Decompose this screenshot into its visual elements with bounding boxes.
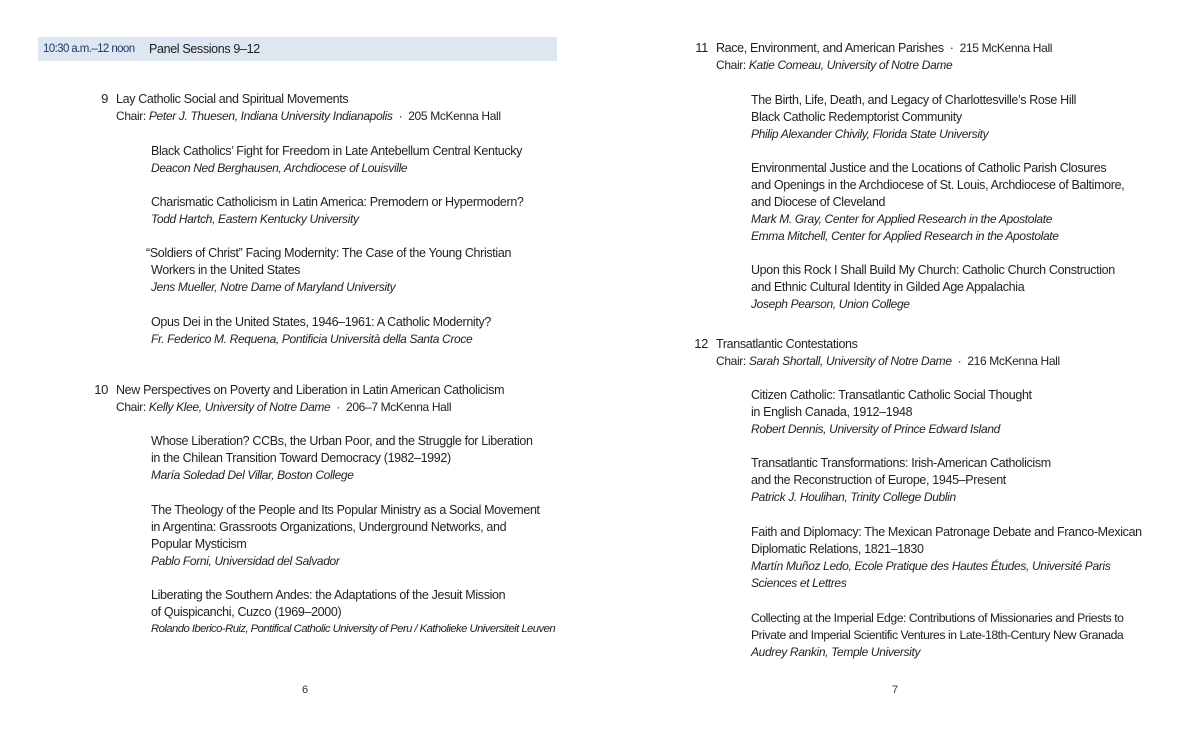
paper-title-cont: in the Chilean Transition Toward Democracy (1982–1992): [151, 451, 451, 465]
paper-title-cont: Popular Mysticism: [151, 537, 247, 551]
chair-label: Chair:: [116, 109, 146, 123]
chair-name: Sarah Shortall, University of Notre Dame: [748, 354, 952, 368]
session-time: 10:30 a.m.–12 noon: [43, 43, 135, 55]
paper-author: Deacon Ned Berghausen, Archdiocese of Louisville: [151, 161, 408, 175]
session-title: Lay Catholic Social and Spiritual Movements: [116, 92, 349, 106]
paper-title: “Soldiers of Christ” Facing Modernity: The Case of the Young Christian: [146, 246, 512, 260]
paper-title-cont: in English Canada, 1912–1948: [751, 405, 913, 419]
paper: [751, 92, 1076, 143]
chair-label: Chair:: [116, 400, 146, 414]
session-9: [101, 91, 501, 125]
room: 205 McKenna Hall: [408, 109, 501, 123]
session-block-label: Panel Sessions 9–12: [149, 42, 260, 56]
chair-name: Katie Comeau, University of Notre Dame: [748, 58, 953, 72]
session-number: 11: [695, 40, 708, 55]
paper-author: Patrick J. Houlihan, Trinity College Dublin: [751, 490, 956, 504]
paper: [751, 387, 1032, 438]
paper-author: Audrey Rankin, Temple University: [751, 645, 921, 659]
session-10: [94, 382, 505, 416]
paper-author: Emma Mitchell, Center for Applied Research in the Apostolate: [751, 229, 1059, 243]
paper-title-cont: and Diocese of Cleveland: [751, 195, 886, 209]
page-number: 7: [892, 684, 898, 696]
paper-title-cont: Workers in the United States: [151, 263, 301, 277]
session-chair: Chair: Sarah Shortall, University of Notre Dame · 216 McKenna Hall: [716, 354, 1060, 368]
paper: [751, 262, 1115, 313]
paper-author: Philip Alexander Chivily, Florida State University: [751, 127, 989, 141]
paper: [151, 587, 555, 638]
room: 215 McKenna Hall: [959, 41, 1053, 55]
page-number: 6: [302, 684, 308, 696]
paper-author: Rolando Iberico-Ruiz, Pontifical Catholic University of Peru / Katholieke Universiteit Leuven: [151, 623, 556, 635]
time-bar: [38, 37, 557, 61]
paper-title: Citizen Catholic: Transatlantic Catholic Social Thought: [751, 388, 1032, 402]
session-title: New Perspectives on Poverty and Liberation in Latin American Catholicism: [116, 383, 505, 397]
paper-title: Transatlantic Transformations: Irish-American Catholicism: [751, 456, 1051, 470]
session-number: 9: [101, 91, 108, 106]
chair-label: Chair:: [716, 354, 746, 368]
paper-author: Todd Hartch, Eastern Kentucky University: [151, 212, 359, 226]
paper-title: Upon this Rock I Shall Build My Church: Catholic Church Construction: [751, 263, 1115, 277]
paper-title: The Theology of the People and Its Popular Ministry as a Social Movement: [151, 503, 540, 517]
session-title: Race, Environment, and American Parishes · 215 McKenna Hall: [716, 41, 1053, 55]
paper-author: Jens Mueller, Notre Dame of Maryland University: [151, 280, 396, 294]
session-chair: Chair: Kelly Klee, University of Notre Dame · 206–7 McKenna Hall: [116, 400, 452, 414]
paper: [751, 524, 1142, 592]
session-chair: Chair: Peter J. Thuesen, Indiana University Indianapolis · 205 McKenna Hall: [116, 109, 501, 123]
session-number: 10: [94, 382, 108, 397]
chair-name: Peter J. Thuesen, Indiana University Indianapolis: [148, 109, 393, 123]
paper: [151, 314, 491, 348]
paper: [151, 502, 540, 570]
paper-title: Faith and Diplomacy: The Mexican Patronage Debate and Franco-Mexican: [751, 525, 1142, 539]
session-12: [694, 336, 1060, 370]
paper-author: Fr. Federico M. Requena, Pontificia Università della Santa Croce: [151, 332, 473, 346]
session-11: [695, 40, 1053, 74]
paper-author: Joseph Pearson, Union College: [751, 297, 910, 311]
paper-author: Robert Dennis, University of Prince Edward Island: [751, 422, 1000, 436]
chair-name: Kelly Klee, University of Notre Dame: [148, 400, 331, 414]
paper: [751, 160, 1124, 245]
paper: [146, 245, 511, 296]
paper-title: Opus Dei in the United States, 1946–1961: A Catholic Modernity?: [151, 315, 491, 329]
paper-title-cont: and Openings in the Archdiocese of St. Louis, Archdiocese of Baltimore,: [751, 178, 1125, 192]
paper-title: Liberating the Southern Andes: the Adaptations of the Jesuit Mission: [151, 588, 506, 602]
paper-title: Collecting at the Imperial Edge: Contributions of Missionaries and Priests to: [751, 611, 1124, 625]
room: 216 McKenna Hall: [967, 354, 1060, 368]
paper-title-cont: Private and Imperial Scientific Ventures in Late-18th-Century New Granada: [751, 628, 1124, 642]
session-title-text: Race, Environment, and American Parishes: [716, 41, 944, 55]
paper-title-cont: and Ethnic Cultural Identity in Gilded Age Appalachia: [751, 280, 1025, 294]
paper-author: Martín Muñoz Ledo, Ecole Pratique des Hautes Études, Université Paris: [751, 559, 1111, 573]
paper: [751, 455, 1051, 506]
paper: [151, 143, 522, 177]
paper-author: María Soledad Del Villar, Boston College: [151, 468, 354, 482]
paper: [751, 610, 1123, 661]
session-chair: [716, 57, 1052, 74]
paper-title: Whose Liberation? CCBs, the Urban Poor, and the Struggle for Liberation: [151, 434, 533, 448]
paper-title-cont: Black Catholic Redemptorist Community: [751, 110, 962, 124]
paper-title: Black Catholics’ Fight for Freedom in Late Antebellum Central Kentucky: [151, 144, 523, 158]
paper-title: Environmental Justice and the Locations of Catholic Parish Closures: [751, 161, 1107, 175]
paper-title-cont: in Argentina: Grassroots Organizations, Underground Networks, and: [151, 520, 507, 534]
paper-author: Mark M. Gray, Center for Applied Research in the Apostolate: [751, 212, 1053, 226]
session-number: 12: [694, 336, 708, 351]
paper-title-cont: of Quispicanchi, Cuzco (1969–2000): [151, 605, 342, 619]
paper-author: Pablo Forni, Universidad del Salvador: [151, 554, 340, 568]
right-page: [600, 0, 1200, 729]
paper-title: The Birth, Life, Death, and Legacy of Charlottesville’s Rose Hill: [751, 93, 1077, 107]
paper-author-cont: Sciences et Lettres: [751, 576, 847, 590]
paper-title-cont: Diplomatic Relations, 1821–1830: [751, 542, 924, 556]
room: 206–7 McKenna Hall: [346, 400, 452, 414]
chair-label: Chair:: [716, 58, 746, 72]
paper-title-cont: and the Reconstruction of Europe, 1945–Present: [751, 473, 1006, 487]
paper: [151, 433, 533, 484]
session-title: Transatlantic Contestations: [716, 337, 858, 351]
paper: [151, 194, 524, 228]
paper-title: Charismatic Catholicism in Latin America: Premodern or Hypermodern?: [151, 195, 524, 209]
